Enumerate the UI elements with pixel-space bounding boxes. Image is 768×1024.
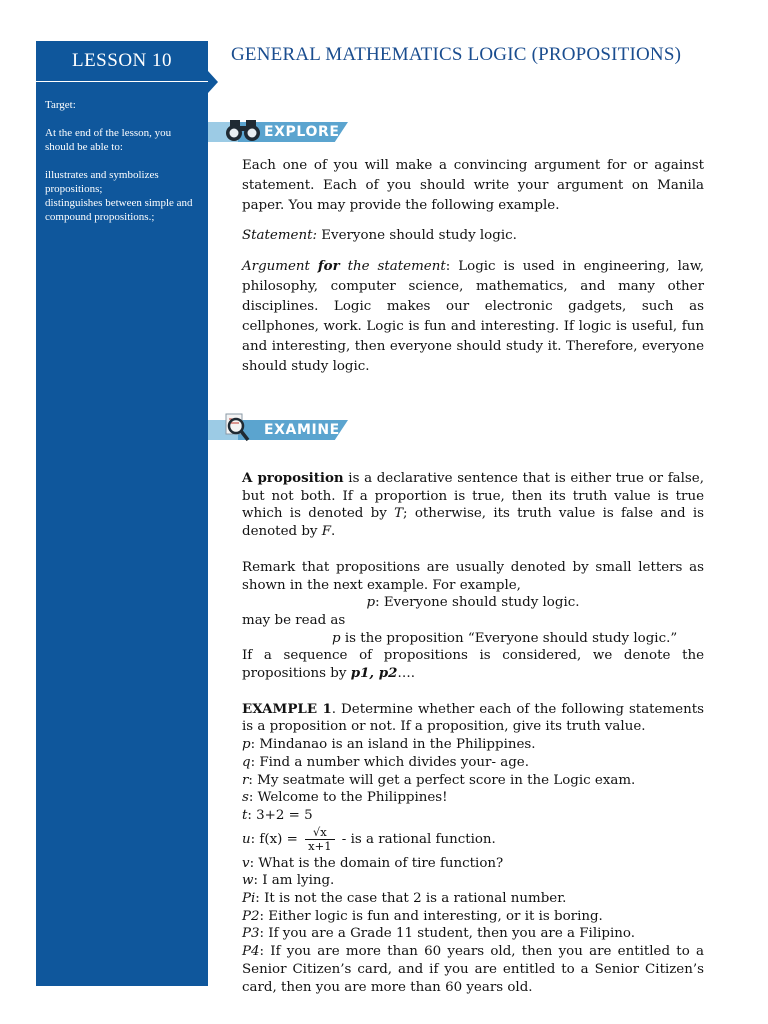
examine-banner bbox=[208, 412, 388, 452]
list-item: q: Find a number which divides your- age. bbox=[242, 754, 529, 770]
list-item: P2: Either logic is fun and interesting, or it is boring. bbox=[242, 908, 603, 924]
binoculars-icon bbox=[220, 114, 266, 148]
explore-label: EXPLORE bbox=[264, 124, 340, 140]
argument-text: : Logic is used in engineering, law, philosophy, computer science, mathematics, and many other disciplines. Logic makes our electronic gadgets, such as cellphones, work. Logic is fun and interesting. If logic is useful, fun and interesting, then everyone should study it. Therefore, everyone should study logic. bbox=[242, 259, 704, 374]
explore-section bbox=[242, 156, 704, 377]
list-item: w: I am lying. bbox=[242, 873, 335, 889]
example-1-intro: EXAMPLE 1. Determine whether each of the following statements is a proposition or not. If a proposition, give its truth value. bbox=[242, 700, 704, 735]
list-item: p: Mindanao is an island in the Philippines. bbox=[242, 737, 536, 753]
examine-section bbox=[242, 470, 704, 996]
argument-paragraph bbox=[242, 256, 704, 377]
explore-intro: Each one of you will make a convincing argument for or against statement. Each of you should write your argument on Manila paper. You may provide the following example. bbox=[242, 158, 704, 213]
list-item: v: What is the domain of tire function? bbox=[242, 855, 504, 871]
proposition-definition: A proposition is a declarative sentence that is either true or false, but not both. If a proportion is true, then its truth value is true which is denoted by T; otherwise, its truth value is false and is denoted by F. bbox=[242, 470, 704, 540]
example-list bbox=[242, 736, 704, 996]
list-item: t: 3+2 = 5 bbox=[242, 807, 313, 823]
target-label: Target: bbox=[45, 99, 76, 111]
lesson-number: LESSON 10 bbox=[36, 41, 208, 82]
magnifier-icon bbox=[220, 412, 260, 452]
may-be-read: may be read as bbox=[242, 612, 346, 628]
sidebar-body bbox=[36, 82, 208, 224]
sequence-paragraph: If a sequence of propositions is considered, we denote the propositions by p1, p2…. bbox=[242, 648, 704, 682]
explore-banner bbox=[208, 114, 388, 154]
list-item: P3: If you are a Grade 11 student, then you are a Filipino. bbox=[242, 926, 635, 942]
sidebar-arrow-icon bbox=[208, 71, 218, 93]
objective-1: illustrates and symbolizes propositions; bbox=[45, 169, 159, 195]
fraction: $\frac{√x}{x+1}$ bbox=[305, 826, 334, 853]
example-proposition: p: Everyone should study logic. bbox=[366, 595, 580, 611]
list-item: s: Welcome to the Philippines! bbox=[242, 790, 448, 806]
statement-text: Everyone should study logic. bbox=[316, 228, 517, 243]
list-item: Pi: It is not the case that 2 is a rational number. bbox=[242, 891, 567, 907]
objectives-list bbox=[45, 168, 199, 224]
page-title: GENERAL MATHEMATICS LOGIC (PROPOSITIONS) bbox=[231, 44, 682, 65]
argument-label: Argument for the statement bbox=[242, 258, 446, 274]
example-heading: EXAMPLE 1 bbox=[242, 700, 332, 717]
statement-line bbox=[242, 226, 704, 246]
list-item: r: My seatmate will get a perfect score in the Logic exam. bbox=[242, 772, 636, 788]
proposition-term: A proposition bbox=[242, 470, 344, 486]
list-item: P4: If you are more than 60 years old, then you are entitled to a Senior Citizen’s card, and if you are entitled to a Senior Citizen’s card, then you are more than 60 years old. bbox=[242, 944, 704, 995]
target-intro: At the end of the lesson, you should be able to: bbox=[45, 127, 172, 153]
remark-paragraph: Remark that propositions are usually denoted by small letters as shown in the next example. For example, bbox=[242, 559, 704, 593]
read-as-line: p is the proposition “Everyone should study logic.” bbox=[332, 630, 678, 646]
lesson-sidebar bbox=[36, 41, 208, 986]
statement-label: Statement: bbox=[242, 228, 317, 243]
examine-label: EXAMINE bbox=[264, 422, 340, 438]
list-item-fraction: u: f(x) = $\frac{√x}{x+1}$ - is a rational function. bbox=[242, 824, 496, 853]
objective-2: distinguishes between simple and compound propositions.; bbox=[45, 197, 193, 223]
